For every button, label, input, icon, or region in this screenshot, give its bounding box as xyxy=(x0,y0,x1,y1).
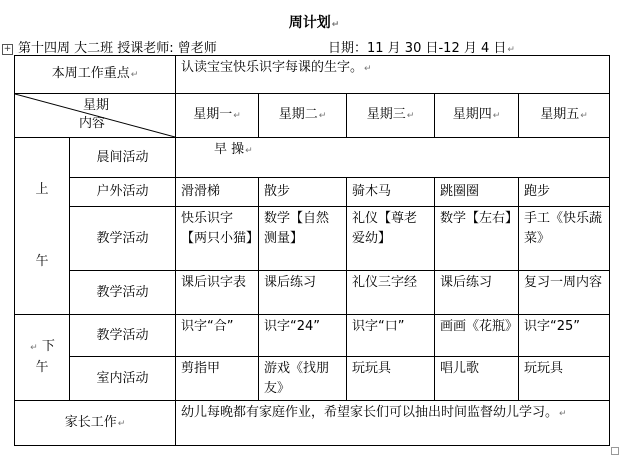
table-cell[interactable]: 手工《快乐蔬菜》 xyxy=(519,207,610,271)
table-cell[interactable]: 玩玩具 xyxy=(519,357,610,401)
table-row xyxy=(15,357,610,401)
merged-activity-cell[interactable]: 早 操↵ xyxy=(176,138,610,178)
header-row xyxy=(15,94,610,138)
table-cell[interactable]: 识字“25” xyxy=(519,315,610,357)
table-cell[interactable]: 课后练习 xyxy=(435,271,519,315)
date-range: 日期：11 月 30 日-12 月 4 日 xyxy=(328,41,507,56)
activity-label[interactable]: 户外活动 xyxy=(70,178,176,207)
activity-label[interactable]: 教学活动 xyxy=(70,207,176,271)
table-cell[interactable]: 课后识字表 xyxy=(176,271,259,315)
table-row xyxy=(15,207,610,271)
table-cell[interactable]: 跳圈圈 xyxy=(435,178,519,207)
table-cell[interactable]: 数学【自然测量】 xyxy=(259,207,347,271)
day-header-mon[interactable]: 星期一↵ xyxy=(176,94,259,138)
table-cell[interactable]: 剪指甲 xyxy=(176,357,259,401)
page-title: 周计划↵ xyxy=(288,15,340,31)
parents-row xyxy=(15,401,610,446)
table-cell[interactable]: 滑滑梯 xyxy=(176,178,259,207)
parents-label[interactable]: 家长工作↵ xyxy=(15,401,176,446)
day-header-tue[interactable]: 星期二↵ xyxy=(259,94,347,138)
table-move-handle-icon[interactable]: + xyxy=(3,44,12,54)
diagonal-header-cell[interactable] xyxy=(15,94,176,138)
table-cell[interactable]: 唱儿歌 xyxy=(435,357,519,401)
day-header-fri[interactable]: 星期五↵ xyxy=(519,94,610,138)
afternoon-section-label[interactable]: ↵ 下 午 xyxy=(15,315,70,401)
table-cell[interactable]: 识字“口” xyxy=(347,315,435,357)
activity-label[interactable]: 教学活动 xyxy=(70,271,176,315)
table-cell[interactable]: 课后练习 xyxy=(259,271,347,315)
weekly-plan-table xyxy=(14,55,610,446)
table-cell[interactable]: 礼仪三字经 xyxy=(347,271,435,315)
focus-label[interactable]: 本周工作重点↵ xyxy=(15,56,176,94)
info-line: 第十四周 大二班 授课老师: 曾老师 日期：11 月 30 日-12 月 4 日↵ xyxy=(18,41,515,56)
table-cell[interactable]: 复习一周内容 xyxy=(519,271,610,315)
day-header-thu[interactable]: 星期四↵ xyxy=(435,94,519,138)
activity-label[interactable]: 室内活动 xyxy=(70,357,176,401)
diag-top-label: 星期 xyxy=(83,98,110,113)
table-row xyxy=(15,271,610,315)
morning-section-label[interactable]: 上 午 xyxy=(15,138,70,315)
table-row xyxy=(15,178,610,207)
table-cell[interactable]: 画画《花瓶》 xyxy=(435,315,519,357)
table-cell[interactable]: 跑步 xyxy=(519,178,610,207)
parents-text[interactable]: 幼儿每晚都有家庭作业，希望家长们可以抽出时间监督幼儿学习。↵ xyxy=(176,401,610,446)
week-class-teacher: 第十四周 大二班 授课老师: 曾老师 xyxy=(18,41,217,56)
table-cell[interactable]: 数学【左右】 xyxy=(435,207,519,271)
focus-row xyxy=(15,56,610,94)
table-cell[interactable]: 散步 xyxy=(259,178,347,207)
table-cell[interactable]: 玩玩具 xyxy=(347,357,435,401)
table-cell[interactable]: 骑木马 xyxy=(347,178,435,207)
activity-label[interactable]: 教学活动 xyxy=(70,315,176,357)
table-cell[interactable]: 礼仪【尊老爱幼】 xyxy=(347,207,435,271)
diag-bottom-label: 内容 xyxy=(79,116,106,131)
end-of-cell-marker xyxy=(611,447,619,455)
table-cell[interactable]: 快乐识字【两只小猫】 xyxy=(176,207,259,271)
day-header-wed[interactable]: 星期三↵ xyxy=(347,94,435,138)
table-row xyxy=(15,315,610,357)
table-cell[interactable]: 识字“24” xyxy=(259,315,347,357)
table-cell[interactable]: 游戏《找朋友》 xyxy=(259,357,347,401)
focus-text[interactable]: 认读宝宝快乐识字每课的生字。↵ xyxy=(176,56,610,94)
table-row xyxy=(15,138,610,178)
table-cell[interactable]: 识字“合” xyxy=(176,315,259,357)
activity-label[interactable]: 晨间活动 xyxy=(70,138,176,178)
